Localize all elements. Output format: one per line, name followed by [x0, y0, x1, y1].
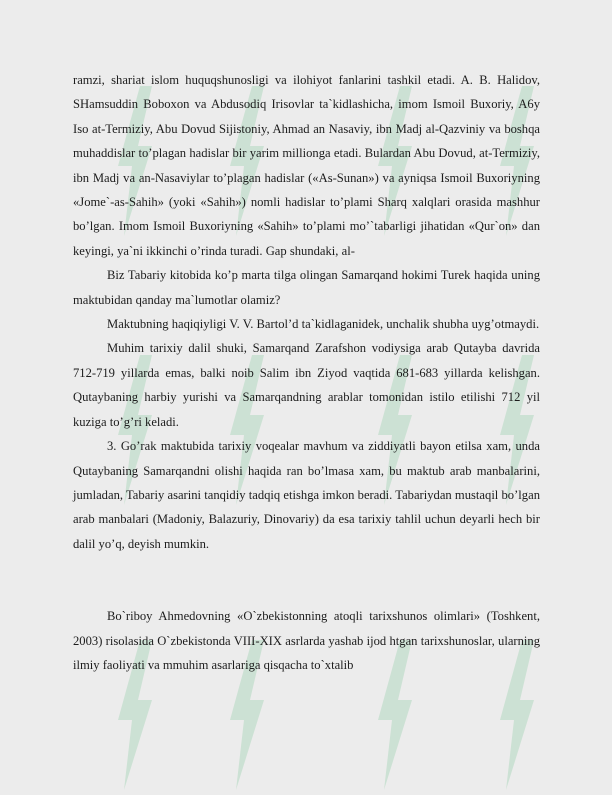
- paragraph: ramzi, shariat islom huquqshunosligi va ilohiyot fanlarini tashkil etadi. A. B. Halidov, SHamsuddin Boboxon va Abdusodiq Irisovlar ta`kidlashicha, imom Ismoil Buxoriy, A6y Iso at-Termiziy, Abu Dovud Sijistoniy, Ahmad an Nasaviy, ibn Madj al-Qazviniy va boshqa muhaddislar to’plagan hadislar bir yarim millionga etadi. Bulardan Abu Dovud, at-Termiziy, ibn Madj va an-Nasaviylar to’plagan hadislar («As-Sunan») va ayniqsa Ismoil Buxoriyning «Jome`-as-Sahih» (yoki «Sahih») nomli hadislar to’plami Sharq xalqlari orasida mashhur bo’lgan. Imom Ismoil Buxoriyning «Sahih» to’plami mo’`tabarligi jihatidan «Qur`on» dan keyingi, ya`ni ikkinchi o’rinda turadi. Gap shundaki, al-: [73, 73, 540, 258]
- document-body: [73, 68, 540, 677]
- section-gap: [73, 556, 540, 604]
- paragraph: Biz Tabariy kitobida ko’p marta tilga olingan Samarqand hokimi Turek haqida uning maktubidan qanday ma`lumotlar olamiz?: [73, 268, 540, 307]
- paragraph: Maktubning haqiqiyligi V. V. Bartol’d ta`kidlaganidek, unchalik shubha uyg’otmaydi.: [107, 317, 540, 332]
- paragraph: Bo`riboy Ahmedovning «O`zbekistonning atoqli tarixshunos olimlari» (Toshkent, 2003) risolasida O`zbekistonda VIII-XIX asrlarda yashab ijod htgan tarixshunoslar, ularning ilmiy faoliyati va mmuhim asarlariga qisqacha to`xtalib: [73, 609, 540, 672]
- paragraph: 3. Go’rak maktubida tarixiy voqealar mavhum va ziddiyatli bayon etilsa xam, unda Qutaybaning Samarqandni olishi haqida ran bo’lmasa xam, bu maktub arab manbalarini, jumladan, Tabariy asarini tanqidiy tadqiq etishga imkon beradi. Tabariydan mustaqil bo’lgan arab manbalari (Madoniy, Balazuriy, Dinovariy) da esa tarixiy tahlil uchun deyarli hech bir dalil yo’q, deyish mumkin.: [73, 439, 540, 551]
- paragraph: Muhim tarixiy dalil shuki, Samarqand Zarafshon vodiysiga arab Qutayba davrida 712-719 yillarda emas, balki noib Salim ibn Ziyod vaqtida 681-683 yillarda kelishgan. Qutaybaning harbiy yurishi va Samarqandning arablar tomonidan istilo etilishi 712 yil kuziga to’g’ri keladi.: [73, 341, 540, 429]
